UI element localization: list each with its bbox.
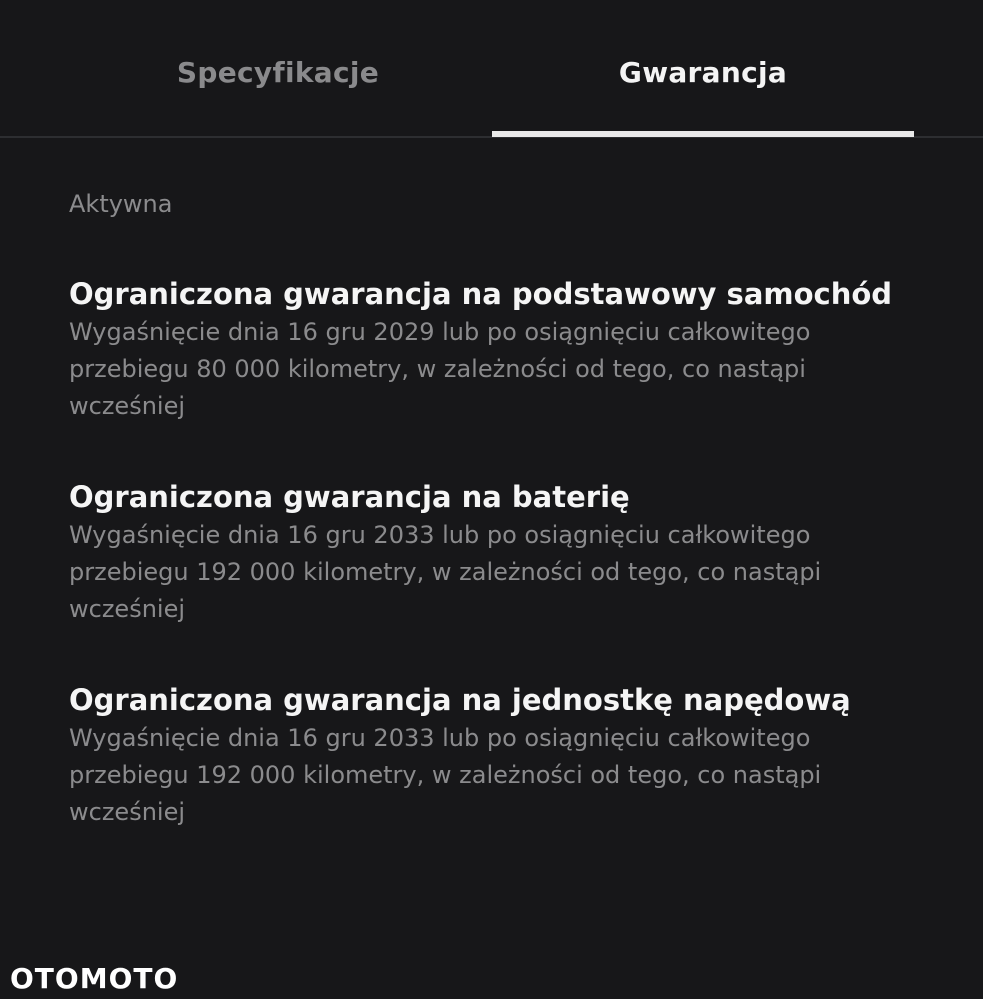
active-tab-indicator xyxy=(492,131,914,137)
warranty-title: Ograniczona gwarancja na podstawowy samochód xyxy=(69,277,893,311)
warranty-item-drive-unit xyxy=(69,680,929,831)
warranty-title: Ograniczona gwarancja na baterię xyxy=(69,480,630,514)
warranty-item-vehicle xyxy=(69,274,929,425)
tab-warranty[interactable] xyxy=(492,0,914,138)
tab-specifications-label: Specyfikacje xyxy=(176,56,380,89)
section-label-active: Aktywna xyxy=(69,190,173,218)
warranty-description: Wygaśnięcie dnia 16 gru 2033 lub po osiągnięciu całkowitego przebiegu 192 000 kilometry, w zależności od tego, co nastąpi wcześniej xyxy=(69,521,822,623)
tab-specifications[interactable] xyxy=(68,0,488,138)
warranty-content xyxy=(69,186,929,883)
warranty-description: Wygaśnięcie dnia 16 gru 2033 lub po osiągnięciu całkowitego przebiegu 192 000 kilometry, w zależności od tego, co nastąpi wcześniej xyxy=(69,724,822,826)
tab-bar xyxy=(0,0,983,138)
tab-warranty-label: Gwarancja xyxy=(618,56,788,89)
warranty-item-battery xyxy=(69,477,929,628)
warranty-title: Ograniczona gwarancja na jednostkę napędową xyxy=(69,683,851,717)
warranty-description: Wygaśnięcie dnia 16 gru 2029 lub po osiągnięciu całkowitego przebiegu 80 000 kilometry, w zależności od tego, co nastąpi wcześniej xyxy=(69,318,811,420)
otomoto-logo: OTOMOTO xyxy=(10,962,179,995)
